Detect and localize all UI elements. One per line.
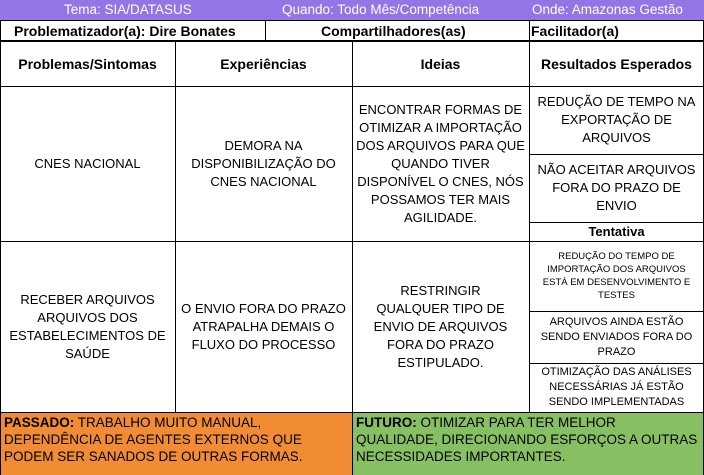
grid-line-col-529-top <box>529 20 530 41</box>
grid-line-col-175 <box>175 41 176 412</box>
tentativa-label: Tentativa <box>588 224 645 239</box>
row1-ideia <box>352 86 529 241</box>
row2-problema-text: RECEBER ARQUIVOS ARQUIVOS DOS ESTABELECIMENTOS DE SAÚDE <box>9 291 166 361</box>
futuro-box <box>352 412 704 475</box>
row2-tentativa-1-text: REDUÇÃO DO TEMPO DE IMPORTAÇÃO DOS ARQUIVOS ESTÁ EM DESENVOLVIMENTO E TESTES <box>542 251 691 301</box>
row2-tentativa-2-text: ARQUIVOS AINDA ESTÃO SENDO ENVIADOS FORA DO PRAZO <box>540 315 693 358</box>
col-experiencias <box>175 41 352 86</box>
compartilhadores-cell <box>265 20 529 41</box>
row1-resultado-1 <box>529 86 704 154</box>
col-problemas <box>0 41 175 86</box>
row2-tentativa-1 <box>529 241 704 311</box>
row2-ideia-text: RESTRINGIR QUALQUER TIPO DE ENVIO DE ARQUIVOS FORA DO PRAZO ESTIPULADO. <box>373 282 508 370</box>
compartilhadores-text: Compartilhadores(as) <box>321 22 466 39</box>
onde-text: Onde: Amazonas Gestão <box>532 2 683 17</box>
header-tema <box>0 0 265 20</box>
grid-line-tent-311 <box>529 311 704 312</box>
grid-line-res-154 <box>529 154 704 155</box>
futuro-label: FUTURO: <box>356 415 417 430</box>
quando-text: Quando: Todo Mês/Competência <box>282 2 480 17</box>
col-ideias <box>352 41 529 86</box>
header-quando <box>265 0 529 20</box>
col-ideias-label: Ideias <box>420 55 461 72</box>
grid-line-tent-363 <box>529 363 704 364</box>
row2-tentativa-3-text: OTIMIZAÇÃO DAS ANÁLISES NECESSÁRIAS JÁ ESTÃO SENDO IMPLEMENTADAS <box>541 366 692 408</box>
row1-problema <box>0 86 175 241</box>
row1-problema-text: CNES NACIONAL <box>34 155 141 171</box>
grid-line-col-352 <box>352 41 353 475</box>
row2-tentativa-2 <box>529 311 704 363</box>
grid-line-res-222 <box>529 222 704 223</box>
row1-resultado-2 <box>529 154 704 222</box>
col-resultados <box>529 41 704 86</box>
row1-resultado-1-text: REDUÇÃO DE TEMPO NA EXPORTAÇÃO DE ARQUIVOS <box>537 94 696 145</box>
grid-line-col-529 <box>529 41 530 412</box>
futuro-text: OTIMIZAR PARA TER MELHOR QUALIDADE, DIRECIONANDO ESFORÇOS A OUTRAS NECESSIDADES IMPORTANTES. <box>356 415 698 464</box>
row2-ideia <box>352 241 529 412</box>
row2-tentativa-3 <box>529 363 704 412</box>
tentativa-header <box>529 222 704 241</box>
row1-experiencia <box>175 86 352 241</box>
row1-experiencia-text: DEMORA NA DISPONIBILIZAÇÃO DO CNES NACIONAL <box>191 137 336 189</box>
grid-line-outer-top <box>0 20 704 21</box>
problematizador-text: Problematizador(a): Dire Bonates <box>14 22 236 39</box>
problematizador-cell <box>0 20 265 41</box>
col-problemas-label: Problemas/Sintomas <box>18 55 157 72</box>
passado-label: PASSADO: <box>4 415 75 430</box>
col-experiencias-label: Experiências <box>220 55 307 72</box>
facilitador-cell <box>529 20 704 41</box>
row2-problema <box>0 241 175 412</box>
row2-experiencia-text: O ENVIO FORA DO PRAZO ATRAPALHA DEMAIS O FLUXO DO PROCESSO <box>181 300 346 352</box>
col-resultados-label: Resultados Esperados <box>541 55 692 72</box>
grid-line-left <box>0 20 1 475</box>
passado-text: TRABALHO MUITO MANUAL, DEPENDÊNCIA DE AGENTES EXTERNOS QUE PODEM SER SANADOS DE OUTRAS FORMAS. <box>4 415 303 464</box>
tema-text: Tema: SIA/DATASUS <box>64 2 192 17</box>
grid-line-col-265 <box>265 20 266 41</box>
passado-box <box>0 412 352 475</box>
header-onde <box>529 0 704 20</box>
row1-ideia-text: ENCONTRAR FORMAS DE OTIMIZAR A IMPORTAÇÃO DOS ARQUIVOS PARA QUE QUANDO TIVER DISPONÍVEL O CNES, NÓS POSSAMOS TER MAIS AGILIDADE. <box>356 101 525 225</box>
row2-experiencia <box>175 241 352 412</box>
facilitador-text: Facilitador(a) <box>531 22 619 39</box>
row1-resultado-2-text: NÃO ACEITAR ARQUIVOS FORA DO PRAZO DE ENVIO <box>537 162 696 213</box>
